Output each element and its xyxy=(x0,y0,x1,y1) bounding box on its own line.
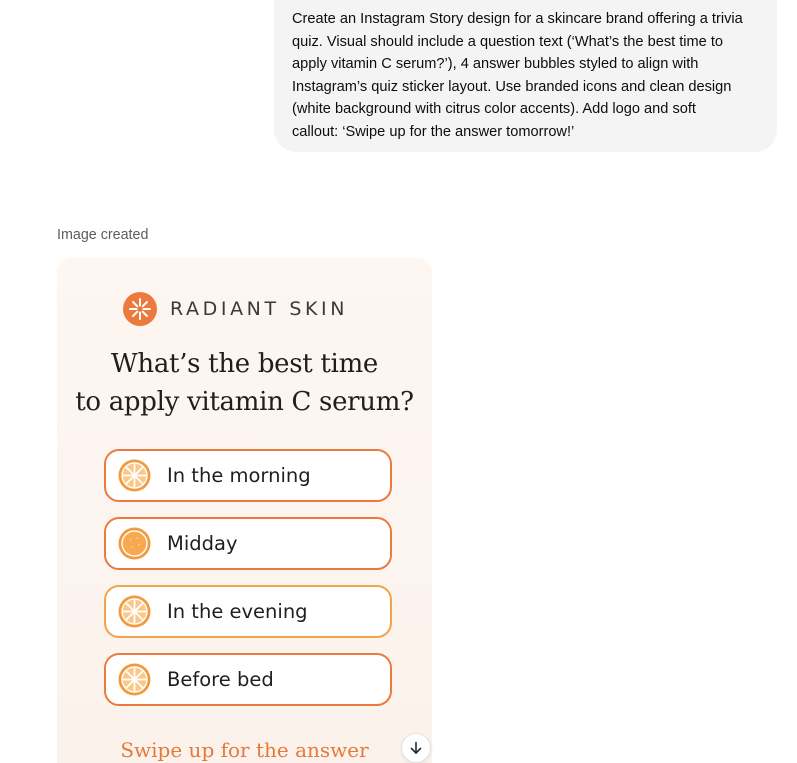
answer-label: In the morning xyxy=(167,464,311,487)
user-prompt-bubble xyxy=(274,0,777,152)
answer-option-4[interactable] xyxy=(104,653,392,706)
swipe-up-callout: Swipe up for the answer xyxy=(120,738,369,762)
scroll-down-button[interactable] xyxy=(401,733,431,763)
sun-burst-icon xyxy=(123,292,157,326)
image-created-label: Image created xyxy=(57,227,149,243)
answer-option-1[interactable] xyxy=(104,449,392,502)
arrow-down-icon xyxy=(409,741,423,755)
brand-header xyxy=(123,292,348,326)
prompt-line: quiz. Visual should include a question text (‘What’s the best time to xyxy=(292,33,724,50)
orange-slice-icon xyxy=(118,459,151,492)
prompt-line: Instagram’s quiz sticker layout. Use branded icons and clean design xyxy=(292,78,732,95)
prompt-line: callout: ‘Swipe up for the answer tomorrow!’ xyxy=(292,123,575,140)
answer-option-3[interactable] xyxy=(104,585,392,638)
generated-story-image[interactable] xyxy=(57,258,432,763)
orange-fruit-icon xyxy=(118,527,151,560)
orange-slice-icon xyxy=(118,663,151,696)
answer-label: Before bed xyxy=(167,668,274,691)
prompt-line: Create an Instagram Story design for a skincare brand offering a trivia xyxy=(292,11,743,27)
brand-name: RADIANT SKIN xyxy=(170,298,349,320)
answer-label: In the evening xyxy=(167,600,308,623)
orange-slice-icon xyxy=(118,595,151,628)
answer-option-2[interactable] xyxy=(104,517,392,570)
question-line: What’s the best time xyxy=(110,349,379,379)
question-line: to apply vitamin C serum? xyxy=(75,386,414,417)
prompt-line: apply vitamin C serum?’), 4 answer bubbles styled to align with xyxy=(292,56,699,73)
answer-label: Midday xyxy=(167,532,238,555)
quiz-question xyxy=(57,346,432,421)
prompt-line: (white background with citrus color accents). Add logo and soft xyxy=(292,101,696,118)
